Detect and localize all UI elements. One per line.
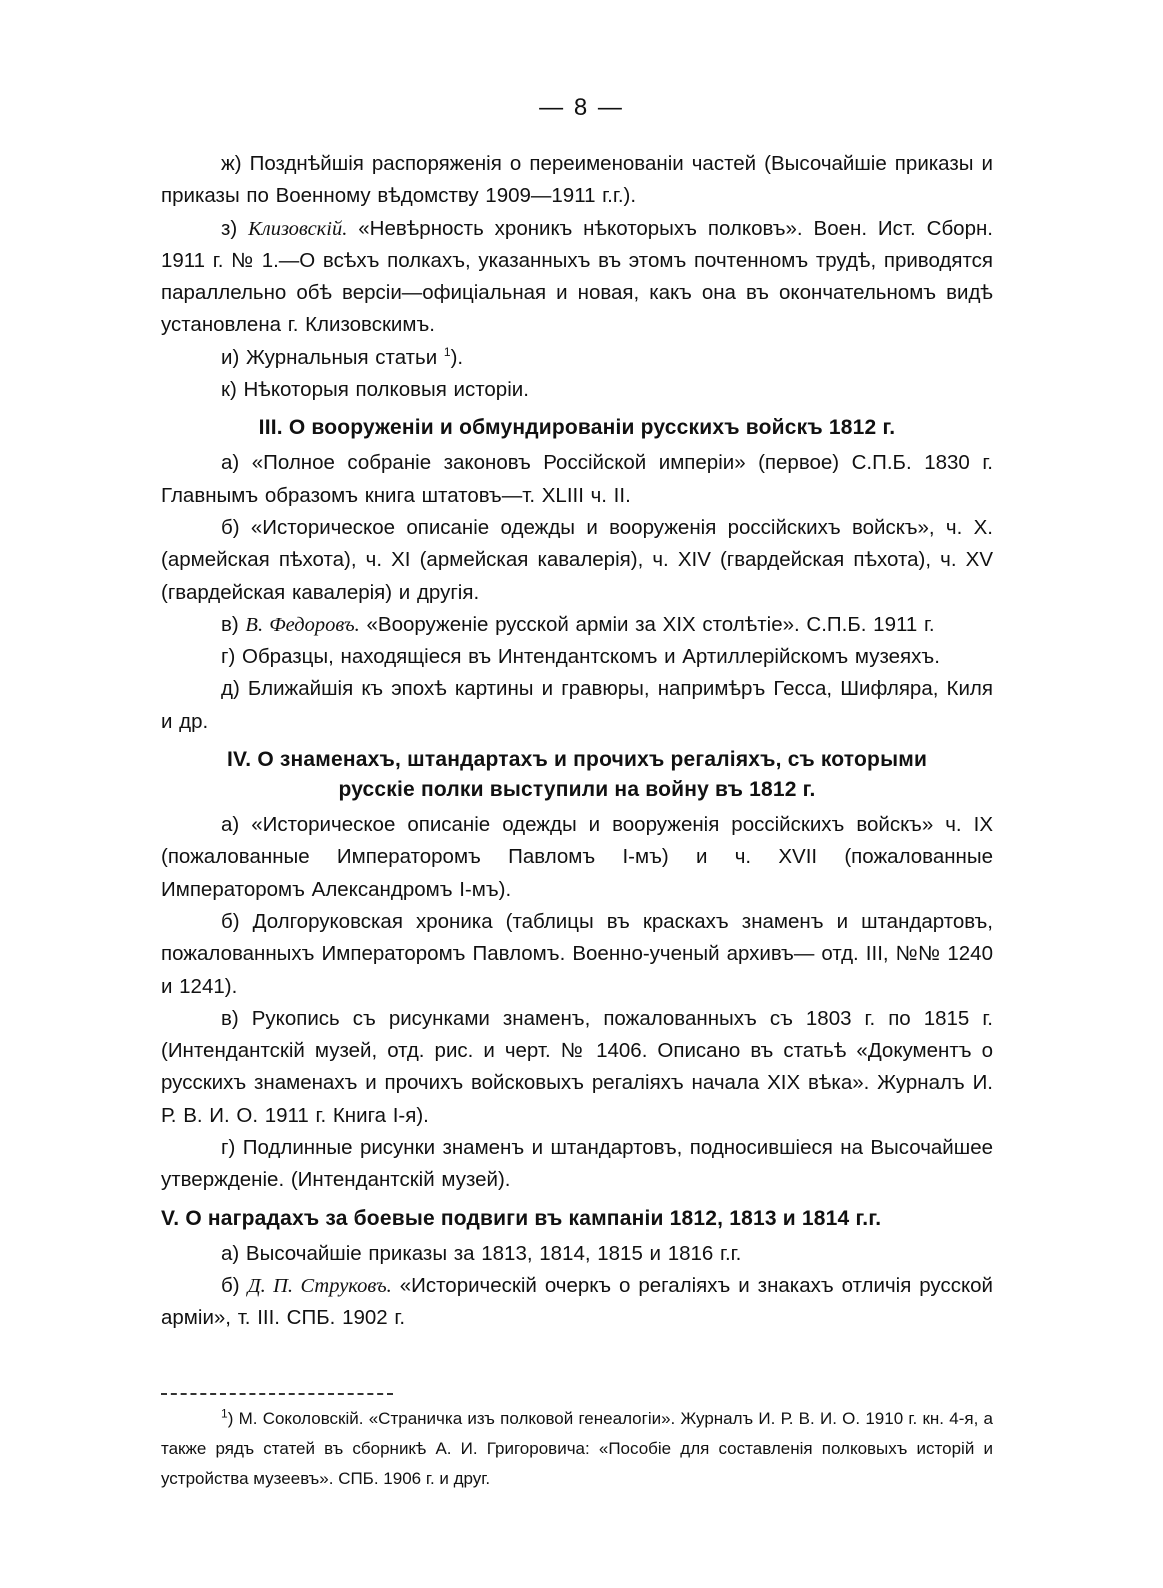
section-4-heading xyxy=(161,745,993,805)
section-5-item-b xyxy=(161,1270,993,1335)
item-z-prefix: з) xyxy=(221,216,238,240)
section-3-item-v xyxy=(161,609,993,641)
item-z xyxy=(161,213,993,342)
item-i xyxy=(161,342,993,374)
item-i-end: ). xyxy=(450,345,464,369)
section-4-item-b: б) Долгоруковская хроника (таблицы въ краскахъ знаменъ и штандартовъ, пожалованныхъ Императоромъ Павломъ. Военно-ученый архивъ— отд. III, №№ 1240 и 1241). xyxy=(161,909,993,998)
section-3-item-v-text: «Вооруженіе русской арміи за XIX столѣтіе». С.П.Б. 1911 г. xyxy=(366,612,935,636)
section-4-item-v: в) Рукопись съ рисунками знаменъ, пожалованныхъ съ 1803 г. по 1815 г. (Интендантскій музей, отд. рис. и черт. № 1406. Описано въ статьѣ «Документъ о русскихъ знаменахъ и прочихъ войсковыхъ регаліяхъ начала XIX вѣка». Журналъ И. Р. В. И. О. 1911 г. Книга I-я). xyxy=(161,1006,993,1127)
section-3-item-v-prefix: в) xyxy=(221,612,239,636)
section-3-item-g: г) Образцы, находящіеся въ Интендантскомъ и Артиллерійскомъ музеяхъ. xyxy=(221,645,940,669)
section-5-item-b-author: Д. П. Струковъ. xyxy=(247,1274,392,1297)
footnote xyxy=(161,1404,993,1494)
section-4-item-a: а) «Историческое описаніе одежды и вооруженія россійскихъ войскъ» ч. IX (пожалованные Императоромъ Павломъ I-мъ) и ч. XVII (пожалованные Императоромъ Александромъ I-мъ). xyxy=(161,813,993,901)
section-3-heading: III. О вооруженіи и обмундированіи русскихъ войскъ 1812 г. xyxy=(258,416,896,440)
section-4-item-g: г) Подлинные рисунки знаменъ и штандартовъ, подносившіеся на Высочайшее утвержденіе. (Интендантскій музей). xyxy=(161,1136,993,1192)
footnote-text: ) М. Соколовскій. «Страничка изъ полковой генеалогіи». Журналъ И. Р. В. И. О. 1910 г. кн. 4-я, а также рядъ статей въ сборникѣ А. И. Григоровича: «Пособіе для составленія полковыхъ исторій и устройства музеевъ». СПБ. 1906 г. и друг. xyxy=(161,1409,993,1488)
item-k: к) Нѣкоторыя полковыя исторіи. xyxy=(221,378,529,402)
section-4-heading-line-2: русскіе полки выступили на войну въ 1812 г. xyxy=(338,778,816,802)
footnote-marker: 1 xyxy=(443,344,451,359)
section-3-item-b: б) «Историческое описаніе одежды и вооруженія россійскихъ войскъ», ч. X. (армейская пѣхота), ч. XI (армейская кавалерія), ч. XIV (гвардейская пѣхота), ч. XV (гвардейская кавалерія) и другія. xyxy=(161,515,993,604)
section-5-item-b-prefix: б) xyxy=(221,1273,240,1297)
page-body xyxy=(161,148,993,1335)
section-3-item-a: а) «Полное собраніе законовъ Россійской имперіи» (первое) С.П.Б. 1830 г. Главнымъ образомъ книга штатовъ—т. XLIII ч. II. xyxy=(161,451,993,507)
item-z-author: Клизовскій. xyxy=(248,217,348,240)
section-5-item-b-text: «Историческій очеркъ о регаліяхъ и знакахъ отличія русской арміи», т. III. СПБ. 1902 г. xyxy=(161,1273,994,1330)
section-4-heading-line-1: IV. О знаменахъ, штандартахъ и прочихъ регаліяхъ, съ которыми xyxy=(226,748,928,772)
section-5-heading: V. О наградахъ за боевые подвиги въ кампаніи 1812, 1813 и 1814 г.г. xyxy=(161,1206,882,1230)
page-number: — 8 — xyxy=(539,94,624,121)
section-3-item-v-author: В. Федоровъ. xyxy=(245,613,360,636)
item-zh: ж) Позднѣйшія распоряженія о переименованіи частей (Высочайшіе приказы и приказы по Военному вѣдомству 1909—1911 г.г.). xyxy=(161,152,993,208)
item-z-text: «Невѣрность хроникъ нѣкоторыхъ полковъ». Воен. Ист. Сборн. 1911 г. № 1.—О всѣхъ полкахъ, указанныхъ въ этомъ почтенномъ трудѣ, приводятся параллельно обѣ версіи—офиціальная и новая, какъ она въ окончательномъ видѣ установлена г. Клизовскимъ. xyxy=(161,216,993,337)
footnote-number: 1 xyxy=(221,1406,228,1421)
section-5-item-a: а) Высочайшіе приказы за 1813, 1814, 1815 и 1816 г.г. xyxy=(221,1241,742,1265)
section-3-item-d: д) Ближайшія къ эпохѣ картины и гравюры, напримѣръ Гесса, Шифляра, Киля и др. xyxy=(161,677,993,733)
footnote-divider xyxy=(161,1393,393,1395)
item-i-text: и) Журнальныя статьи xyxy=(221,345,438,369)
